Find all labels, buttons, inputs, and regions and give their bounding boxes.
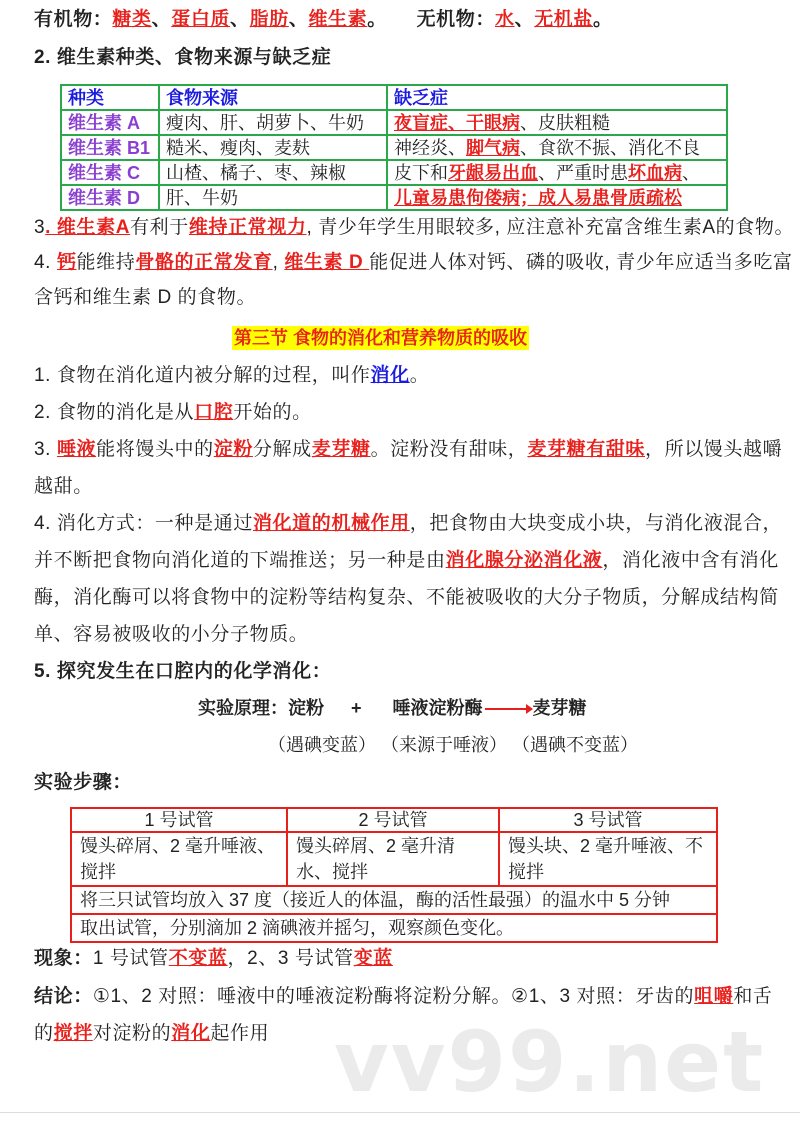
experiment-table — [70, 807, 718, 943]
highlighted-term: 蛋白质 — [171, 9, 231, 30]
text-segment: 越甜。 — [34, 476, 93, 497]
text-segment: 含钙和维生素 D 的食物。 — [34, 287, 257, 308]
text-segment: 有利于 — [130, 217, 189, 238]
text-segment: 皮下和 — [394, 162, 448, 183]
highlighted-term: 消化 — [171, 1023, 211, 1044]
highlighted-term: 水 — [494, 9, 515, 30]
principle-notes — [0, 733, 800, 757]
text-segment: 酶，消化酶可以将食物中的淀粉等结构复杂、不能被吸收的大分子物质，分解成结构简 — [34, 587, 779, 608]
header-cell: 3 号试管 — [499, 808, 717, 832]
paragraph-line — [34, 46, 800, 70]
plus-sign: + — [351, 698, 362, 718]
highlighted-term: 麦芽糖 — [311, 439, 371, 460]
table-cell: 馒头块、2 毫升唾液、不搅拌 — [499, 832, 717, 886]
text-segment: 开始的。 — [233, 402, 312, 423]
text-segment: 能维持 — [76, 252, 136, 273]
highlighted-term: 儿童易患佝偻病；成人易患骨质疏松 — [394, 187, 682, 208]
text-segment: ①1、2 对照：唾液中的唾液淀粉酶将淀粉分解。②1、3 对照：牙齿的 — [92, 986, 695, 1007]
highlighted-term: 维生素 — [308, 9, 368, 30]
highlighted-term: 淀粉 — [213, 439, 253, 460]
text-segment: 4. — [34, 252, 57, 273]
text-segment: 神经炎、 — [394, 137, 466, 158]
header-cell: 2 号试管 — [287, 808, 499, 832]
text-segment: 并不断把食物向消化道的下端推送；另一种是由 — [34, 550, 446, 571]
text-segment: 、 — [514, 9, 535, 30]
text-segment: , 青少年学生用眼较多, 应注意补充富含维生素A的食物。 — [306, 217, 795, 238]
text-segment: 能促进人体对钙、磷的吸收, 青少年应适当多吃富 — [369, 252, 793, 273]
text-segment: 有机物： — [34, 9, 113, 30]
highlighted-term: 口腔 — [194, 402, 234, 423]
vitamin-kind: 维生素 B1 — [61, 135, 159, 160]
section-title: 第三节 食物的消化和营养物质的吸收 — [234, 328, 527, 348]
text-segment: 单、容易被吸收的小分子物质。 — [34, 624, 309, 645]
highlighted-term: 麦芽糖有甜味 — [527, 439, 645, 460]
text-segment: 。淀粉没有甜味， — [370, 439, 528, 460]
text-segment: 、 — [151, 9, 172, 30]
watermark: vv99.net — [334, 1013, 766, 1111]
text-segment: 能将馒头中的 — [96, 439, 214, 460]
highlighted-term: 骨骼的正常发育 — [135, 252, 273, 273]
arrow-icon — [485, 708, 531, 710]
paragraph-line — [34, 512, 800, 536]
text-segment: 、严重时患 — [538, 162, 628, 183]
text-segment: 、 — [230, 9, 250, 30]
text-segment: 2. 维生素种类、食物来源与缺乏症 — [34, 47, 332, 68]
text-segment: ，2、3 号试管 — [227, 948, 354, 969]
deficiency — [387, 135, 727, 160]
text-segment: 1 号试管 — [92, 948, 169, 969]
table-row — [61, 110, 727, 135]
paragraph-line — [34, 286, 800, 310]
table-row — [71, 832, 717, 886]
deficiency — [387, 110, 727, 135]
highlighted-term: 脂肪 — [249, 9, 289, 30]
header-cell: 食物来源 — [159, 85, 387, 110]
highlighted-term: 脚气病 — [466, 137, 520, 158]
highlighted-term: . 维生素A — [45, 217, 131, 238]
divider — [0, 1112, 800, 1113]
paragraph-line — [34, 8, 800, 32]
table-row — [61, 185, 727, 210]
section-title-row — [0, 326, 800, 350]
highlighted-term: 消化腺分泌消化液 — [445, 550, 603, 571]
principle-label: 实验原理：淀粉 — [198, 698, 324, 718]
paragraph-line — [34, 475, 800, 499]
paragraph-line — [34, 771, 800, 795]
table-header-row — [61, 85, 727, 110]
principle-enzyme: 唾液淀粉酶 — [392, 698, 483, 718]
highlighted-term: 变蓝 — [353, 948, 393, 969]
key-term: 消化 — [370, 365, 410, 386]
text-segment: 分解成 — [252, 439, 312, 460]
note: （来源于唾液） — [381, 735, 508, 755]
note: （遇碘不变蓝） — [512, 735, 639, 755]
paragraph-line — [34, 251, 800, 275]
food-source: 瘦肉、肝、胡萝卜、牛奶 — [159, 110, 387, 135]
table-cell: 将三只试管均放入 37 度（接近人的体温，酶的活性最强）的温水中 5 分钟 — [71, 886, 717, 914]
table-cell: 取出试管，分别滴加 2 滴碘液并摇匀，观察颜色变化。 — [71, 914, 717, 942]
table-row — [71, 886, 717, 914]
highlighted-term: 唾液 — [56, 439, 97, 460]
text-segment: 、 — [288, 9, 309, 30]
table-header-row — [71, 808, 717, 832]
paragraph-line — [34, 660, 800, 684]
paragraph-line — [34, 216, 800, 240]
paragraph-line — [34, 947, 800, 971]
highlighted-term: 咀嚼 — [694, 986, 734, 1007]
text-segment: 和舌 — [733, 986, 773, 1007]
highlighted-term: 夜盲症、干眼病 — [394, 112, 520, 133]
food-source: 肝、牛奶 — [159, 185, 387, 210]
paragraph-line — [34, 401, 800, 425]
text-segment: 5. 探究发生在口腔内的化学消化： — [34, 661, 332, 682]
text-segment: 。 无机物： — [367, 9, 495, 30]
text-segment: 的 — [34, 1023, 54, 1044]
deficiency — [387, 160, 727, 185]
highlighted-term: 无机盐 — [534, 9, 593, 30]
table-cell: 馒头碎屑、2 毫升清水、搅拌 — [287, 832, 499, 886]
highlighted-term: 搅拌 — [53, 1023, 93, 1044]
text-segment: 结论： — [34, 986, 93, 1007]
highlighted-term: 糖类 — [112, 9, 152, 30]
text-segment: 现象： — [34, 948, 93, 969]
vitamin-table — [60, 84, 728, 211]
text-segment: ，把食物由大块变成小块，与消化液混合， — [409, 513, 783, 534]
highlighted-term: 维生素 D — [284, 252, 370, 273]
principle-product: 麦芽糖 — [532, 698, 587, 718]
last-row — [0, 1013, 800, 1111]
note: （遇碘变蓝） — [268, 735, 376, 755]
header-cell: 缺乏症 — [387, 85, 727, 110]
text-segment: 1. 食物在消化道内被分解的过程，叫作 — [34, 365, 371, 386]
paragraph-line — [34, 549, 800, 573]
highlighted-term: 坏血病 — [628, 162, 682, 183]
paragraph-line — [34, 586, 800, 610]
table-cell: 馒头碎屑、2 毫升唾液、搅拌 — [71, 832, 287, 886]
vitamin-kind: 维生素 C — [61, 160, 159, 185]
text-segment: 对淀粉的 — [92, 1023, 172, 1044]
header-cell: 1 号试管 — [71, 808, 287, 832]
paragraph-line — [34, 364, 800, 388]
text-segment: , — [272, 252, 285, 273]
food-source: 山楂、橘子、枣、辣椒 — [159, 160, 387, 185]
text-segment: 3. — [34, 439, 57, 460]
table-row — [61, 160, 727, 185]
table-row — [71, 914, 717, 942]
paragraph-line — [34, 985, 800, 1009]
text-segment: 实验步骤： — [34, 772, 133, 793]
experiment-principle — [0, 696, 800, 720]
text-segment: ，消化液中含有消化 — [602, 550, 779, 571]
text-segment: 。 — [409, 365, 430, 386]
highlighted-term: 维持正常视力 — [188, 217, 307, 238]
table-row — [61, 135, 727, 160]
text-segment: 、皮肤粗糙 — [520, 112, 610, 133]
highlighted-term: 不变蓝 — [168, 948, 228, 969]
highlighted-term: 钙 — [56, 252, 77, 273]
highlighted-term: 牙龈易出血 — [448, 162, 538, 183]
text-segment: ，所以馒头越嚼 — [645, 439, 783, 460]
text-segment: 。 — [593, 9, 613, 30]
paragraph-line — [34, 438, 800, 462]
text-segment: 3 — [34, 217, 46, 238]
paragraph-line — [34, 623, 800, 647]
text-segment: 4. 消化方式：一种是通过 — [34, 513, 253, 534]
text-segment: 2. 食物的消化是从 — [34, 402, 195, 423]
text-segment: 起作用 — [210, 1023, 270, 1044]
header-cell: 种类 — [61, 85, 159, 110]
highlighted-term: 消化道的机械作用 — [252, 513, 410, 534]
text-segment: 、 — [682, 162, 700, 183]
deficiency — [387, 185, 727, 210]
vitamin-kind: 维生素 D — [61, 185, 159, 210]
text-segment: 、食欲不振、消化不良 — [520, 137, 700, 158]
vitamin-kind: 维生素 A — [61, 110, 159, 135]
food-source: 糙米、瘦肉、麦麸 — [159, 135, 387, 160]
